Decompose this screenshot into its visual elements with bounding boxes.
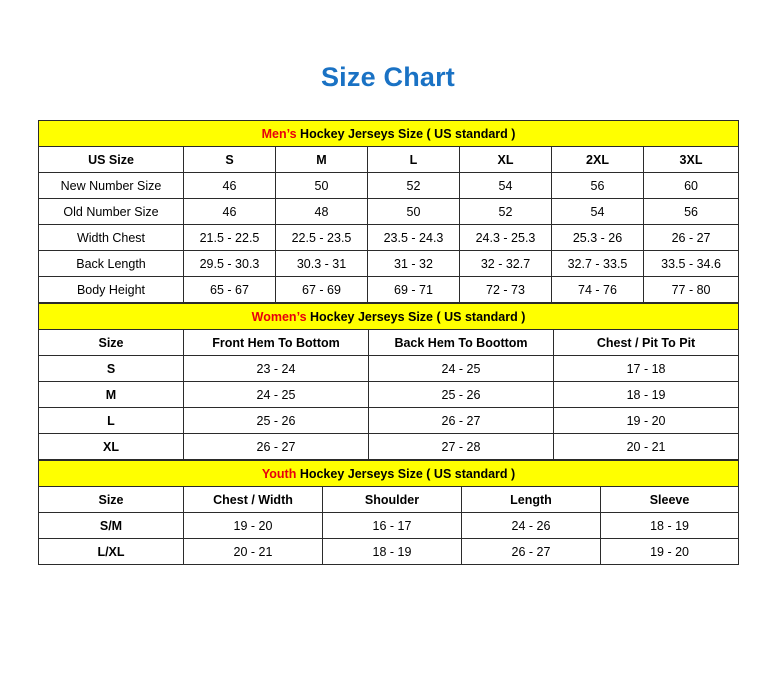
mens-cell: 69 - 71 [368, 277, 460, 303]
womens-cell: 25 - 26 [184, 408, 369, 434]
mens-cell: 56 [552, 173, 644, 199]
mens-cell: 52 [460, 199, 552, 225]
womens-cell: 27 - 28 [369, 434, 554, 460]
mens-row-label: Body Height [39, 277, 184, 303]
mens-band-accent: Men’s [261, 126, 297, 141]
mens-cell: 77 - 80 [644, 277, 739, 303]
womens-header-cell: Chest / Pit To Pit [554, 330, 739, 356]
womens-row-label: M [39, 382, 184, 408]
mens-cell: 72 - 73 [460, 277, 552, 303]
mens-cell: 48 [276, 199, 368, 225]
mens-cell: 24.3 - 25.3 [460, 225, 552, 251]
table-row [39, 382, 739, 408]
mens-row-label: New Number Size [39, 173, 184, 199]
mens-band [39, 121, 739, 147]
mens-header-cell: 2XL [552, 147, 644, 173]
mens-cell: 60 [644, 173, 739, 199]
youth-cell: 16 - 17 [323, 513, 462, 539]
mens-cell: 56 [644, 199, 739, 225]
mens-cell: 50 [276, 173, 368, 199]
table-row [39, 356, 739, 382]
mens-cell: 32 - 32.7 [460, 251, 552, 277]
youth-band-accent: Youth [261, 466, 297, 481]
table-row [39, 434, 739, 460]
youth-row-label: L/XL [39, 539, 184, 565]
youth-cell: 24 - 26 [462, 513, 601, 539]
womens-cell: 20 - 21 [554, 434, 739, 460]
table-row [39, 539, 739, 565]
mens-cell: 26 - 27 [644, 225, 739, 251]
mens-cell: 23.5 - 24.3 [368, 225, 460, 251]
mens-header-cell: XL [460, 147, 552, 173]
table-row [39, 173, 739, 199]
womens-cell: 24 - 25 [184, 382, 369, 408]
youth-cell: 18 - 19 [323, 539, 462, 565]
womens-header-cell: Front Hem To Bottom [184, 330, 369, 356]
womens-cell: 19 - 20 [554, 408, 739, 434]
womens-cell: 24 - 25 [369, 356, 554, 382]
womens-row-label: L [39, 408, 184, 434]
table-row [39, 199, 739, 225]
mens-header-cell: 3XL [644, 147, 739, 173]
mens-cell: 31 - 32 [368, 251, 460, 277]
table-header-row [39, 330, 739, 356]
table-band-row [39, 121, 739, 147]
mens-size-table [38, 120, 739, 303]
womens-band-accent: Women’s [251, 309, 307, 324]
womens-row-label: S [39, 356, 184, 382]
womens-cell: 17 - 18 [554, 356, 739, 382]
womens-cell: 26 - 27 [184, 434, 369, 460]
mens-row-label: Old Number Size [39, 199, 184, 225]
youth-cell: 26 - 27 [462, 539, 601, 565]
mens-cell: 22.5 - 23.5 [276, 225, 368, 251]
mens-band-rest: Hockey Jerseys Size ( US standard ) [296, 126, 516, 141]
table-row [39, 251, 739, 277]
youth-cell: 19 - 20 [601, 539, 739, 565]
youth-header-cell: Chest / Width [184, 487, 323, 513]
mens-cell: 67 - 69 [276, 277, 368, 303]
youth-header-cell: Shoulder [323, 487, 462, 513]
table-row [39, 408, 739, 434]
mens-cell: 52 [368, 173, 460, 199]
youth-header-cell: Sleeve [601, 487, 739, 513]
mens-row-label: Back Length [39, 251, 184, 277]
mens-header-cell: S [184, 147, 276, 173]
mens-cell: 25.3 - 26 [552, 225, 644, 251]
youth-row-label: S/M [39, 513, 184, 539]
mens-cell: 74 - 76 [552, 277, 644, 303]
mens-cell: 21.5 - 22.5 [184, 225, 276, 251]
womens-band-rest: Hockey Jerseys Size ( US standard ) [306, 309, 526, 324]
mens-cell: 50 [368, 199, 460, 225]
page-title: Size Chart [320, 62, 456, 92]
table-row [39, 225, 739, 251]
mens-header-cell: US Size [39, 147, 184, 173]
table-header-row [39, 487, 739, 513]
youth-cell: 19 - 20 [184, 513, 323, 539]
table-header-row [39, 147, 739, 173]
youth-cell: 20 - 21 [184, 539, 323, 565]
mens-header-cell: L [368, 147, 460, 173]
mens-cell: 29.5 - 30.3 [184, 251, 276, 277]
youth-size-table [38, 460, 739, 565]
youth-band [39, 461, 739, 487]
table-band-row [39, 461, 739, 487]
youth-header-cell: Length [462, 487, 601, 513]
womens-cell: 18 - 19 [554, 382, 739, 408]
womens-row-label: XL [39, 434, 184, 460]
womens-cell: 25 - 26 [369, 382, 554, 408]
table-band-row [39, 304, 739, 330]
mens-cell: 33.5 - 34.6 [644, 251, 739, 277]
youth-band-rest: Hockey Jerseys Size ( US standard ) [296, 466, 516, 481]
womens-header-cell: Back Hem To Boottom [369, 330, 554, 356]
womens-cell: 23 - 24 [184, 356, 369, 382]
mens-cell: 46 [184, 173, 276, 199]
table-row [39, 513, 739, 539]
mens-cell: 54 [552, 199, 644, 225]
womens-cell: 26 - 27 [369, 408, 554, 434]
mens-cell: 30.3 - 31 [276, 251, 368, 277]
youth-cell: 18 - 19 [601, 513, 739, 539]
womens-size-table [38, 303, 739, 460]
mens-row-label: Width Chest [39, 225, 184, 251]
mens-cell: 46 [184, 199, 276, 225]
mens-cell: 65 - 67 [184, 277, 276, 303]
mens-cell: 54 [460, 173, 552, 199]
mens-header-cell: M [276, 147, 368, 173]
womens-band [39, 304, 739, 330]
womens-header-cell: Size [39, 330, 184, 356]
size-chart-tables [38, 120, 738, 565]
youth-header-cell: Size [39, 487, 184, 513]
table-row [39, 277, 739, 303]
mens-cell: 32.7 - 33.5 [552, 251, 644, 277]
